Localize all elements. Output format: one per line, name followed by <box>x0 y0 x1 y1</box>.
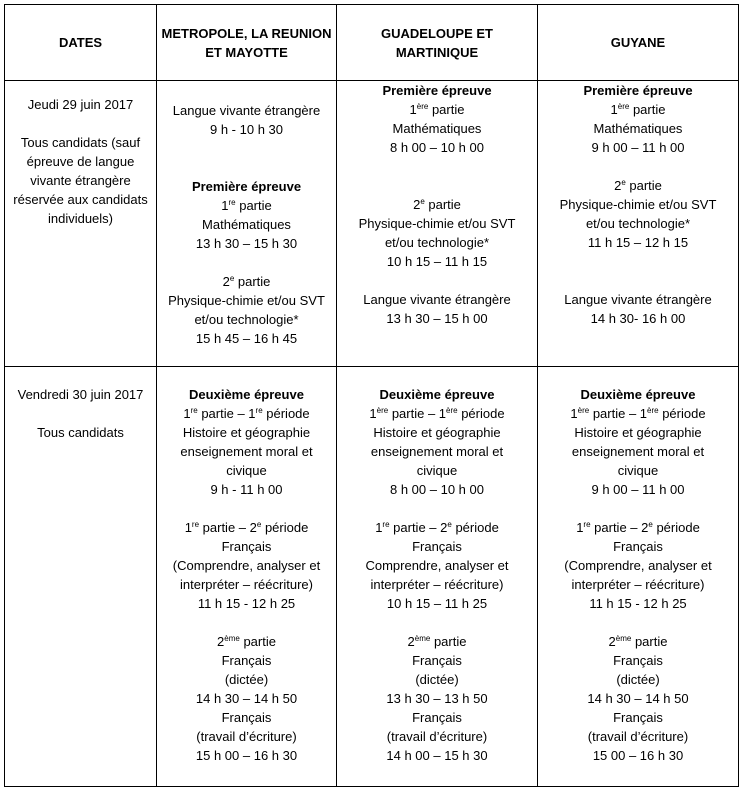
exam-schedule-table <box>4 4 739 787</box>
epreuve-title: Deuxième épreuve <box>379 387 495 402</box>
part2-time: 11 h 15 – 12 h 15 <box>587 235 689 250</box>
writing-subject: (travail d’écriture) <box>587 729 689 744</box>
part2-subject: Physique-chimie et/ou SVT <box>358 216 516 231</box>
french-time: 11 h 15 - 12 h 25 <box>589 596 687 611</box>
epreuve-title: Première épreuve <box>583 83 693 98</box>
epreuve-title: Deuxième épreuve <box>580 387 696 402</box>
part-b-label: 1re partie – 2e période <box>576 520 700 535</box>
part1-subject: Mathématiques <box>202 217 291 232</box>
writing-time: 15 00 – 16 h 30 <box>592 748 684 763</box>
day2-guyane-cell <box>538 367 739 787</box>
day2-metropole-cell <box>157 367 337 787</box>
lv-time: 9 h - 10 h 30 <box>210 122 283 137</box>
day2-candidates: Tous candidats <box>37 425 124 440</box>
history-subject: civique <box>617 463 659 478</box>
part2-subject: et/ou technologie* <box>585 216 691 231</box>
header-metropole-line1: METROPOLE, LA REUNION <box>161 25 332 41</box>
part1-time: 8 h 00 – 10 h 00 <box>390 140 484 155</box>
part-a-label: 1ère partie – 1ère période <box>369 406 505 421</box>
history-subject: civique <box>226 463 267 478</box>
french-time: 10 h 15 – 11 h 25 <box>386 596 488 611</box>
history-subject: Histoire et géographie <box>574 425 702 440</box>
day1-row <box>5 81 739 367</box>
part2-label: 2e partie <box>413 197 461 212</box>
dictation-time: 13 h 30 – 13 h 50 <box>386 691 488 706</box>
part2-time: 10 h 15 – 11 h 15 <box>386 254 488 269</box>
history-subject: Histoire et géographie <box>373 425 501 440</box>
day1-metropole-cell <box>157 81 337 367</box>
lv-time: 14 h 30- 16 h 00 <box>590 311 686 326</box>
french-subject: Français <box>221 539 272 554</box>
header-guyane-label: GUYANE <box>610 35 666 50</box>
header-guadeloupe <box>337 5 538 81</box>
epreuve-title: Deuxième épreuve <box>189 387 304 402</box>
header-row <box>5 5 739 81</box>
french-subject: Comprendre, analyser et <box>365 558 509 573</box>
header-metropole <box>157 5 337 81</box>
french-subject: Français <box>412 539 462 554</box>
dictation-subject: (dictée) <box>616 672 660 687</box>
day2-date-cell <box>5 367 157 787</box>
part-c-label: 2ème partie <box>407 634 467 649</box>
day2-date: Vendredi 30 juin 2017 <box>17 387 144 402</box>
header-guadeloupe-line1: GUADELOUPE ET <box>381 25 493 41</box>
french-subject: Français <box>613 539 663 554</box>
writing-time: 15 h 00 – 16 h 30 <box>195 748 298 763</box>
part2-subject: et/ou technologie* <box>194 312 299 327</box>
lv-time: 13 h 30 – 15 h 00 <box>386 311 488 326</box>
part-b-label: 1re partie – 2e période <box>375 520 499 535</box>
dictation-subject: Français <box>221 653 272 668</box>
lv-title: Langue vivante étrangère <box>172 103 321 118</box>
part-c-label: 2ème partie <box>608 634 668 649</box>
part2-subject: Physique-chimie et/ou SVT <box>168 293 325 308</box>
epreuve-title: Première épreuve <box>382 83 492 98</box>
part1-subject: Mathématiques <box>593 121 683 136</box>
part1-time: 13 h 30 – 15 h 30 <box>195 236 298 251</box>
part2-label: 2e partie <box>222 274 271 289</box>
part-c-label: 2ème partie <box>217 634 276 649</box>
part-a-label: 1ère partie – 1ère période <box>570 406 706 421</box>
history-time: 9 h - 11 h 00 <box>210 482 283 497</box>
dictation-subject: (dictée) <box>224 672 269 687</box>
day2-row <box>5 367 739 787</box>
dictation-subject: Français <box>412 653 462 668</box>
part2-time: 15 h 45 – 16 h 45 <box>195 331 298 346</box>
part-b-label: 1re partie – 2e période <box>184 520 309 535</box>
writing-subject: Français <box>412 710 462 725</box>
dictation-time: 14 h 30 – 14 h 50 <box>195 691 298 706</box>
french-time: 11 h 15 - 12 h 25 <box>197 596 296 611</box>
header-guadeloupe-line2: MARTINIQUE <box>395 44 479 60</box>
writing-time: 14 h 00 – 15 h 30 <box>386 748 488 763</box>
lv-title: Langue vivante étrangère <box>363 292 511 307</box>
history-subject: enseignement moral et <box>370 444 504 459</box>
french-subject: interpréter – réécriture) <box>571 577 705 592</box>
french-subject: (Comprendre, analyser et <box>172 558 321 573</box>
part1-label: 1re partie <box>221 198 272 213</box>
day1-candidates-line: réservée aux candidats <box>13 192 148 207</box>
part2-subject: et/ou technologie* <box>384 235 490 250</box>
day1-candidates-line: Tous candidats (sauf <box>20 135 141 150</box>
part-a-label: 1re partie – 1re période <box>183 406 310 421</box>
day2-guadeloupe-cell <box>337 367 538 787</box>
part2-label: 2e partie <box>614 178 662 193</box>
part1-label: 1ère partie <box>409 102 465 117</box>
part1-subject: Mathématiques <box>392 121 482 136</box>
day1-candidates-line: vivante étrangère <box>30 173 131 188</box>
day1-guadeloupe-cell <box>337 81 538 367</box>
history-subject: enseignement moral et <box>571 444 705 459</box>
history-subject: Histoire et géographie <box>182 425 311 440</box>
history-time: 8 h 00 – 10 h 00 <box>390 482 484 497</box>
header-dates <box>5 5 157 81</box>
dictation-subject: Français <box>613 653 663 668</box>
day1-date: Jeudi 29 juin 2017 <box>27 97 134 112</box>
history-time: 9 h 00 – 11 h 00 <box>591 482 685 497</box>
header-metropole-line2: ET MAYOTTE <box>205 44 288 60</box>
french-subject: interpréter – réécriture) <box>180 577 313 592</box>
day1-candidates-line: individuels) <box>47 211 114 226</box>
writing-subject: (travail d’écriture) <box>386 729 488 744</box>
day1-date-cell <box>5 81 157 367</box>
day1-guyane-cell <box>538 81 739 367</box>
writing-subject: Français <box>613 710 663 725</box>
header-guyane <box>538 5 739 81</box>
history-subject: enseignement moral et <box>180 444 313 459</box>
french-subject: (Comprendre, analyser et <box>564 558 712 573</box>
history-subject: civique <box>416 463 458 478</box>
dictation-time: 14 h 30 – 14 h 50 <box>587 691 689 706</box>
header-dates-label: DATES <box>58 35 103 50</box>
part2-subject: Physique-chimie et/ou SVT <box>559 197 717 212</box>
dictation-subject: (dictée) <box>415 672 459 687</box>
writing-subject: Français <box>221 710 272 725</box>
day1-candidates-line: épreuve de langue <box>26 154 135 169</box>
writing-subject: (travail d’écriture) <box>196 729 297 744</box>
lv-title: Langue vivante étrangère <box>564 292 712 307</box>
part1-time: 9 h 00 – 11 h 00 <box>591 140 685 155</box>
french-subject: interpréter – réécriture) <box>370 577 504 592</box>
epreuve-title: Première épreuve <box>191 179 302 194</box>
part1-label: 1ère partie <box>610 102 666 117</box>
